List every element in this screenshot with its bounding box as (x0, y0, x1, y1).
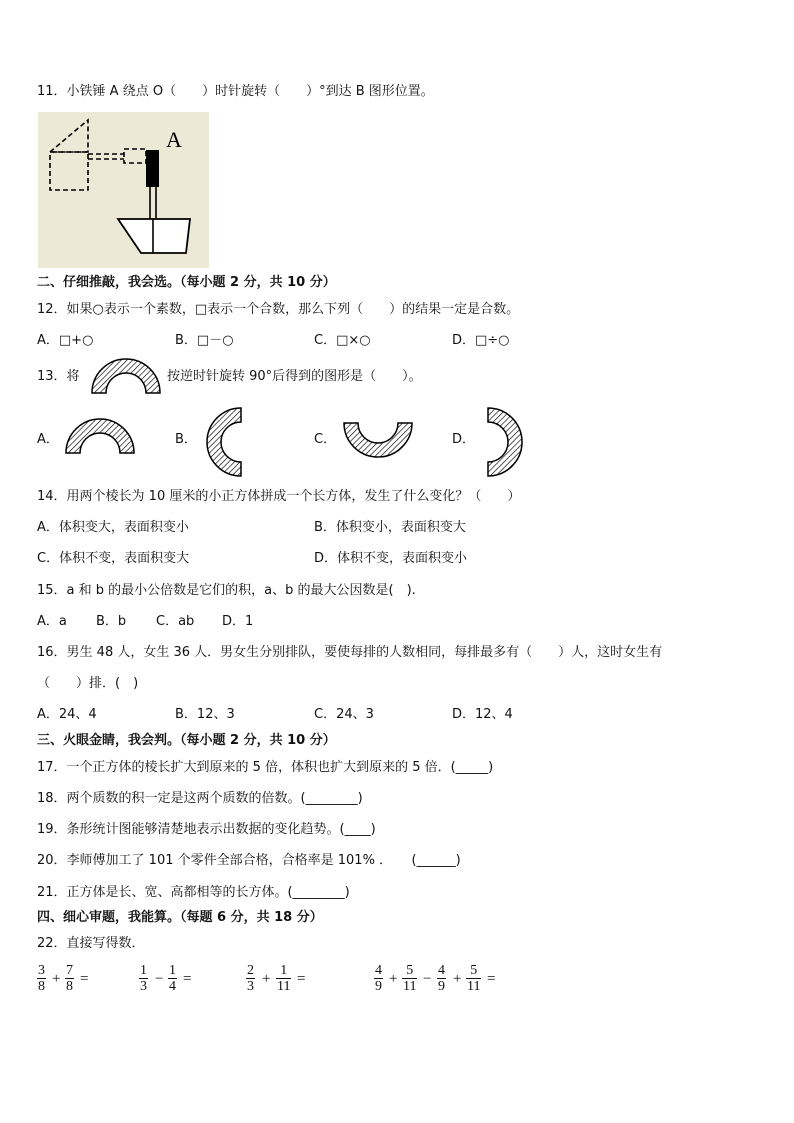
q13-option-a: A． (37, 432, 59, 447)
q14-option-a: A．体积变大，表面积变小 (37, 520, 189, 535)
q14-option-d: D．体积不变，表面积变小 (314, 551, 468, 566)
section-2-title: 二、仔细推敲，我会选。（每小题 2 分，共 10 分） (37, 275, 336, 290)
fraction: $\frac{1}{11}$ (277, 963, 291, 994)
question-11-text: 11．小铁锤 A 绕点 O（ ）时针旋转（ ）°到达 B 图形位置。 (37, 84, 434, 99)
q15-option-d: D．1 (222, 614, 254, 629)
fraction: $\frac{4}{9}$ (438, 963, 445, 994)
q13-option-b: B． (175, 432, 197, 447)
label-a: A (166, 127, 182, 152)
q12-option-c: C．□×○ (314, 333, 371, 348)
q14-option-c: C．体积不变，表面积变大 (37, 551, 190, 566)
fraction: $\frac{5}{11}$ (403, 963, 417, 994)
question-16-text-line2: （ ）排．( ) (37, 676, 139, 691)
q15-option-c: C．ab (156, 614, 195, 629)
q16-option-a: A．24、4 (37, 707, 97, 722)
fraction: $\frac{5}{11}$ (467, 963, 481, 994)
question-19-text: 19．条形统计图能够清楚地表示出数据的变化趋势。(____) (37, 822, 376, 837)
question-15-text: 15．a 和 b 的最小公倍数是它们的积，a、b 的最大公因数是( ). (37, 583, 416, 598)
section-3-title: 三、火眼金睛，我会判。（每小题 2 分，共 10 分） (37, 733, 336, 748)
q16-option-b: B．12、3 (175, 707, 235, 722)
fraction: $\frac{3}{8}$ (38, 963, 45, 994)
q14-option-b: B．体积变小，表面积变大 (314, 520, 466, 535)
arch-shape-original (90, 357, 162, 399)
q12-option-d: D．□÷○ (452, 333, 510, 348)
question-16-text: 16．男生 48 人，女生 36 人．男女生分别排队，要使每排的人数相同，每排最多有（ ）人，这时女生有 (37, 645, 663, 660)
fraction: $\frac{2}{3}$ (247, 963, 254, 994)
fraction: $\frac{7}{8}$ (66, 963, 73, 994)
fraction: $\frac{1}{4}$ (169, 963, 176, 994)
question-22-text: 22．直接写得数． (37, 936, 145, 951)
q15-option-a: A．a (37, 614, 67, 629)
question-12-text: 12．如果○表示一个素数，□表示一个合数，那么下列（ ）的结果一定是合数。 (37, 302, 520, 317)
q13-option-d: D． (452, 432, 476, 447)
section-4-title: 四、细心审题，我能算。（每题 6 分，共 18 分） (37, 910, 323, 925)
question-17-text: 17．一个正方体的棱长扩大到原来的 5 倍，体积也扩大到原来的 5 倍．(_____) (37, 760, 494, 775)
hammer-rotation-figure (38, 112, 209, 272)
q16-option-c: C．24、3 (314, 707, 374, 722)
q15-option-b: B．b (96, 614, 127, 629)
question-20-text: 20．李师傅加工了 101 个零件全部合格，合格率是 101% ． (______) (37, 853, 461, 868)
fraction: $\frac{1}{3}$ (140, 963, 147, 994)
q13-option-c: C． (314, 432, 337, 447)
q13-arch-option-d (486, 406, 524, 482)
q13-arch-option-a (64, 417, 136, 459)
fraction: $\frac{4}{9}$ (375, 963, 382, 994)
question-18-text: 18．两个质数的积一定是这两个质数的倍数。(________) (37, 791, 363, 806)
question-21-text: 21．正方体是长、宽、高都相等的长方体。(________) (37, 885, 350, 900)
q16-option-d: D．12、4 (452, 707, 513, 722)
q12-option-b: B．□－○ (175, 333, 234, 348)
question-13-text-before: 13．将 (37, 369, 80, 384)
q13-arch-option-b (205, 406, 243, 482)
q13-arch-option-c (342, 421, 414, 463)
q12-option-a: A．□+○ (37, 333, 94, 348)
question-14-text: 14．用两个棱长为 10 厘米的小正方体拼成一个长方体，发生了什么变化？（ ） (37, 489, 521, 504)
question-13-text-after: 按逆时针旋转 90°后得到的图形是（ ）。 (167, 369, 422, 384)
